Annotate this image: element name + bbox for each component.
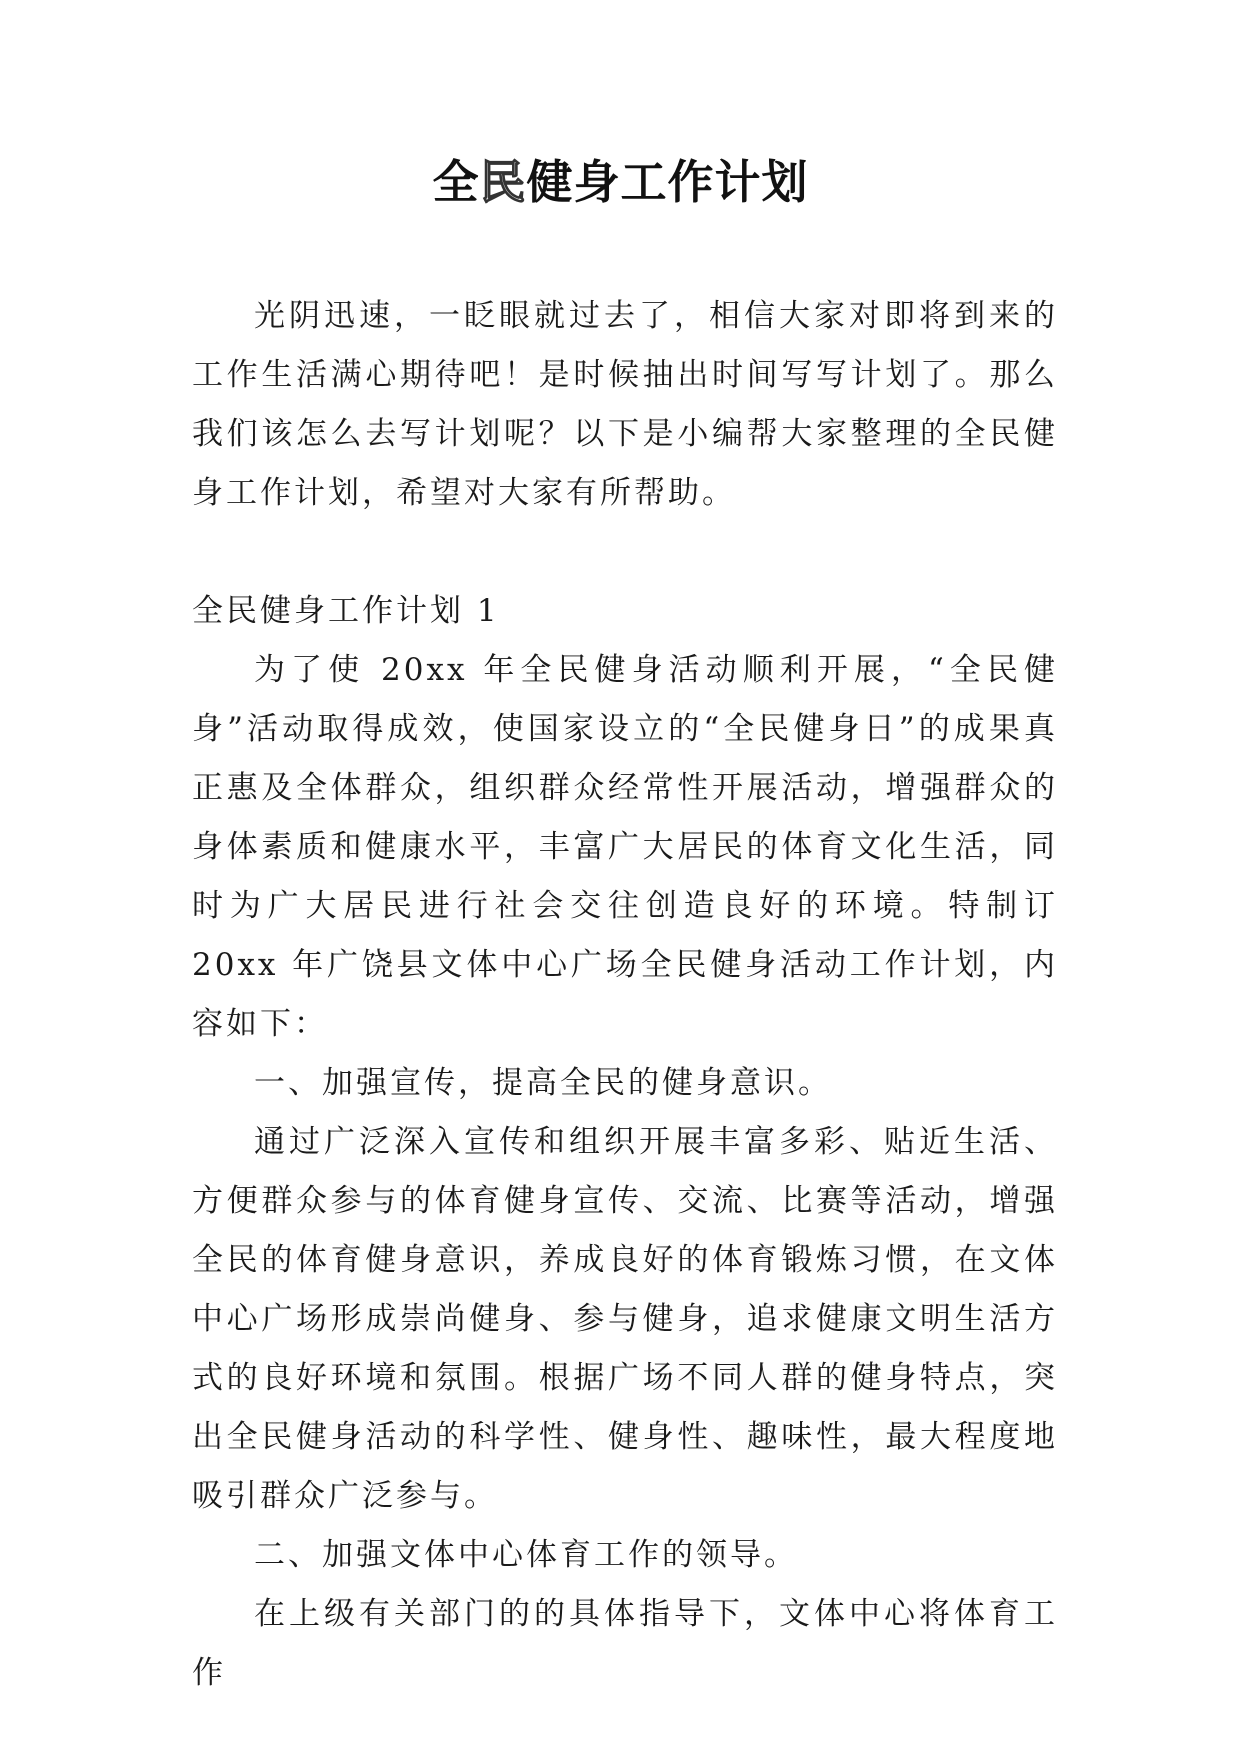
title-part-2-outlined: 民 [479, 155, 527, 209]
document-title [0, 152, 1241, 212]
paragraph-gap [192, 523, 1058, 582]
body-paragraph-3: 在上级有关部门的的具体指导下，文体中心将体育工作 [192, 1596, 1058, 1691]
intro-paragraph: 光阴迅速，一眨眼就过去了，相信大家对即将到来的工作生活满心期待吧！是时候抽出时间写写计划了。那么我们该怎么去写计划呢？以下是小编帮大家整理的全民健身工作计划，希望对大家有所帮助。 [192, 298, 1058, 511]
document-body [192, 287, 1058, 1703]
list-heading-2: 二、加强文体中心体育工作的领导。 [254, 1537, 798, 1573]
section-heading: 全民健身工作计划 1 [192, 593, 500, 629]
title-part-1: 全 [432, 155, 480, 209]
body-paragraph-2: 通过广泛深入宣传和组织开展丰富多彩、贴近生活、方便群众参与的体育健身宣传、交流、比赛等活动，增强全民的体育健身意识，养成良好的体育锻炼习惯，在文体中心广场形成崇尚健身、参与健身，追求健康文明生活方式的良好环境和氛围。根据广场不同人群的健身特点，突出全民健身活动的科学性、健身性、趣味性，最大程度地吸引群众广泛参与。 [192, 1124, 1058, 1514]
title-part-3: 健身工作计划 [526, 155, 809, 209]
body-paragraph-1: 为了使 20xx 年全民健身活动顺利开展，“全民健身”活动取得成效，使国家设立的“全民健身日”的成果真正惠及全体群众，组织群众经常性开展活动，增强群众的身体素质和健康水平，丰富广大居民的体育文化生活，同时为广大居民进行社会交往创造良好的环境。特制订 20xx 年广饶县文体中心广场全民健身活动工作计划，内容如下： [192, 652, 1058, 1042]
list-heading-1: 一、加强宣传，提高全民的健身意识。 [254, 1065, 832, 1101]
